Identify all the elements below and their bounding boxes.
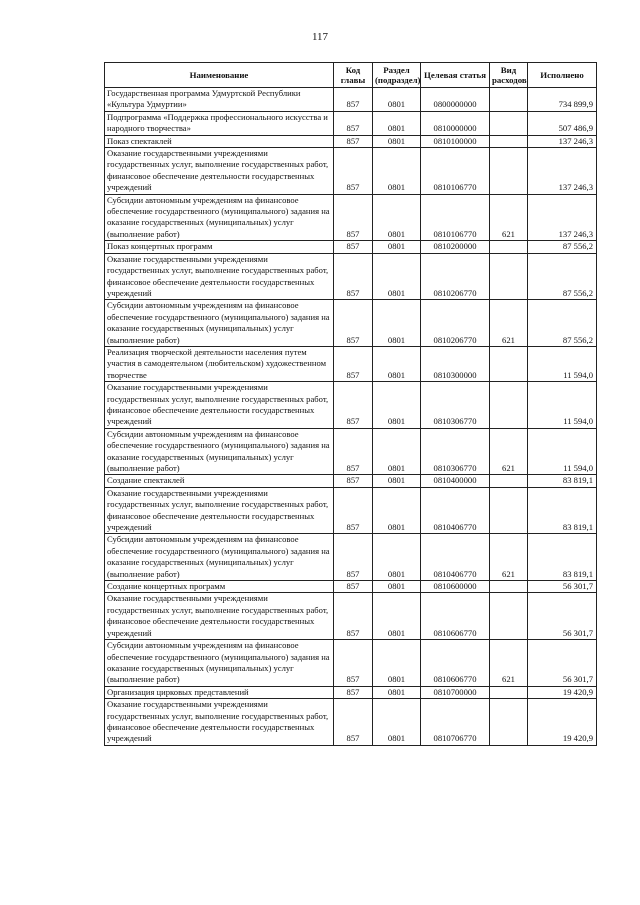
cell-expense-type [490,135,528,147]
cell-target: 0810206770 [421,300,490,347]
cell-amount: 83 819,1 [528,475,597,487]
page-number: 117 [311,31,329,43]
table-body [105,88,597,746]
cell-section: 0801 [373,640,421,687]
table-row [105,475,597,487]
cell-code: 857 [334,686,373,698]
table-row [105,88,597,112]
cell-name: Создание концертных программ [105,581,334,593]
cell-amount: 11 594,0 [528,428,597,475]
cell-expense-type [490,686,528,698]
table-row [105,111,597,135]
cell-code: 857 [334,148,373,195]
cell-target: 0810606770 [421,593,490,640]
cell-section: 0801 [373,111,421,135]
table-row [105,300,597,347]
table-row [105,194,597,241]
cell-target: 0810106770 [421,148,490,195]
table-row [105,428,597,475]
cell-section: 0801 [373,253,421,300]
cell-section: 0801 [373,581,421,593]
cell-name: Показ концертных программ [105,241,334,253]
cell-target: 0810406770 [421,534,490,581]
table-row [105,346,597,381]
cell-code: 857 [334,382,373,429]
cell-code: 857 [334,194,373,241]
cell-name: Субсидии автономным учреждениям на финансовое обеспечение государственного (муниципального) задания на оказание государственных (муниципальных) услуг (выполнение работ) [105,300,334,347]
cell-target: 0810200000 [421,241,490,253]
cell-code: 857 [334,135,373,147]
cell-amount: 137 246,3 [528,148,597,195]
cell-expense-type [490,382,528,429]
cell-target: 0810306770 [421,382,490,429]
cell-amount: 56 301,7 [528,640,597,687]
cell-section: 0801 [373,487,421,534]
cell-expense-type [490,346,528,381]
cell-section: 0801 [373,148,421,195]
cell-target: 0810206770 [421,253,490,300]
cell-code: 857 [334,111,373,135]
cell-name: Создание спектаклей [105,475,334,487]
cell-name: Подпрограмма «Поддержка профессионального искусства и народного творчества» [105,111,334,135]
cell-amount: 83 819,1 [528,534,597,581]
cell-target: 0810600000 [421,581,490,593]
cell-name: Оказание государственными учреждениями государственных услуг, выполнение государственных работ, финансовое обеспечение деятельности государственных учреждений [105,487,334,534]
table-row [105,686,597,698]
cell-section: 0801 [373,686,421,698]
table-row [105,253,597,300]
cell-code: 857 [334,593,373,640]
cell-name: Показ спектаклей [105,135,334,147]
cell-section: 0801 [373,194,421,241]
cell-section: 0801 [373,241,421,253]
cell-amount: 56 301,7 [528,593,597,640]
table-row [105,699,597,746]
cell-amount: 87 556,2 [528,241,597,253]
cell-section: 0801 [373,699,421,746]
cell-expense-type [490,111,528,135]
cell-target: 0810306770 [421,428,490,475]
cell-target: 0810000000 [421,111,490,135]
cell-code: 857 [334,300,373,347]
cell-name: Субсидии автономным учреждениям на финансовое обеспечение государственного (муниципального) задания на оказание государственных (муниципальных) услуг (выполнение работ) [105,534,334,581]
cell-expense-type [490,253,528,300]
cell-amount: 87 556,2 [528,253,597,300]
cell-amount: 87 556,2 [528,300,597,347]
cell-code: 857 [334,88,373,112]
cell-amount: 507 486,9 [528,111,597,135]
cell-target: 0810300000 [421,346,490,381]
cell-section: 0801 [373,346,421,381]
cell-section: 0801 [373,428,421,475]
header-section: Раздел (подраздел) [373,63,421,88]
cell-expense-type: 621 [490,194,528,241]
cell-target: 0810706770 [421,699,490,746]
cell-code: 857 [334,699,373,746]
cell-amount: 137 246,3 [528,194,597,241]
cell-target: 0810700000 [421,686,490,698]
table-row [105,593,597,640]
cell-amount: 83 819,1 [528,487,597,534]
cell-section: 0801 [373,88,421,112]
header-executed: Исполнено [528,63,597,88]
table-row [105,487,597,534]
table-row [105,135,597,147]
cell-code: 857 [334,534,373,581]
header-code: Код главы [334,63,373,88]
cell-name: Реализация творческой деятельности населения путем участия в самодеятельном (любительском) художественном творчестве [105,346,334,381]
cell-code: 857 [334,428,373,475]
table-row [105,241,597,253]
cell-name: Субсидии автономным учреждениям на финансовое обеспечение государственного (муниципального) задания на оказание государственных (муниципальных) услуг (выполнение работ) [105,640,334,687]
cell-expense-type: 621 [490,534,528,581]
table-header-row [105,63,597,88]
cell-expense-type: 621 [490,300,528,347]
cell-name: Оказание государственными учреждениями государственных услуг, выполнение государственных работ, финансовое обеспечение деятельности государственных учреждений [105,699,334,746]
header-name: Наименование [105,63,334,88]
cell-section: 0801 [373,475,421,487]
cell-code: 857 [334,475,373,487]
cell-amount: 11 594,0 [528,346,597,381]
table-row [105,534,597,581]
cell-target: 0810406770 [421,487,490,534]
table-row [105,382,597,429]
cell-section: 0801 [373,300,421,347]
cell-section: 0801 [373,135,421,147]
cell-section: 0801 [373,534,421,581]
cell-name: Субсидии автономным учреждениям на финансовое обеспечение государственного (муниципального) задания на оказание государственных (муниципальных) услуг (выполнение работ) [105,428,334,475]
cell-expense-type [490,699,528,746]
cell-code: 857 [334,487,373,534]
cell-expense-type [490,593,528,640]
cell-code: 857 [334,346,373,381]
cell-name: Оказание государственными учреждениями государственных услуг, выполнение государственных работ, финансовое обеспечение деятельности государственных учреждений [105,382,334,429]
cell-expense-type: 621 [490,428,528,475]
table-row [105,148,597,195]
cell-code: 857 [334,640,373,687]
cell-amount: 19 420,9 [528,699,597,746]
cell-code: 857 [334,241,373,253]
cell-code: 857 [334,581,373,593]
cell-name: Организация цирковых представлений [105,686,334,698]
cell-name: Оказание государственными учреждениями государственных услуг, выполнение государственных работ, финансовое обеспечение деятельности государственных учреждений [105,148,334,195]
cell-expense-type [490,581,528,593]
cell-amount: 19 420,9 [528,686,597,698]
cell-target: 0810100000 [421,135,490,147]
cell-name: Субсидии автономным учреждениям на финансовое обеспечение государственного (муниципального) задания на оказание государственных (муниципальных) услуг (выполнение работ) [105,194,334,241]
cell-amount: 734 899,9 [528,88,597,112]
table-row [105,581,597,593]
header-target: Целевая статья [421,63,490,88]
cell-target: 0810106770 [421,194,490,241]
cell-expense-type: 621 [490,640,528,687]
cell-section: 0801 [373,593,421,640]
cell-name: Оказание государственными учреждениями государственных услуг, выполнение государственных работ, финансовое обеспечение деятельности государственных учреждений [105,593,334,640]
cell-target: 0800000000 [421,88,490,112]
cell-code: 857 [334,253,373,300]
cell-amount: 137 246,3 [528,135,597,147]
table-row [105,640,597,687]
budget-table [104,62,597,746]
cell-amount: 11 594,0 [528,382,597,429]
cell-target: 0810606770 [421,640,490,687]
cell-expense-type [490,487,528,534]
cell-name: Государственная программа Удмуртской Республики «Культура Удмуртии» [105,88,334,112]
cell-target: 0810400000 [421,475,490,487]
cell-section: 0801 [373,382,421,429]
cell-expense-type [490,148,528,195]
cell-expense-type [490,241,528,253]
cell-name: Оказание государственными учреждениями государственных услуг, выполнение государственных работ, финансовое обеспечение деятельности государственных учреждений [105,253,334,300]
cell-expense-type [490,88,528,112]
cell-amount: 56 301,7 [528,581,597,593]
cell-expense-type [490,475,528,487]
header-expense-type: Вид расходов [490,63,528,88]
